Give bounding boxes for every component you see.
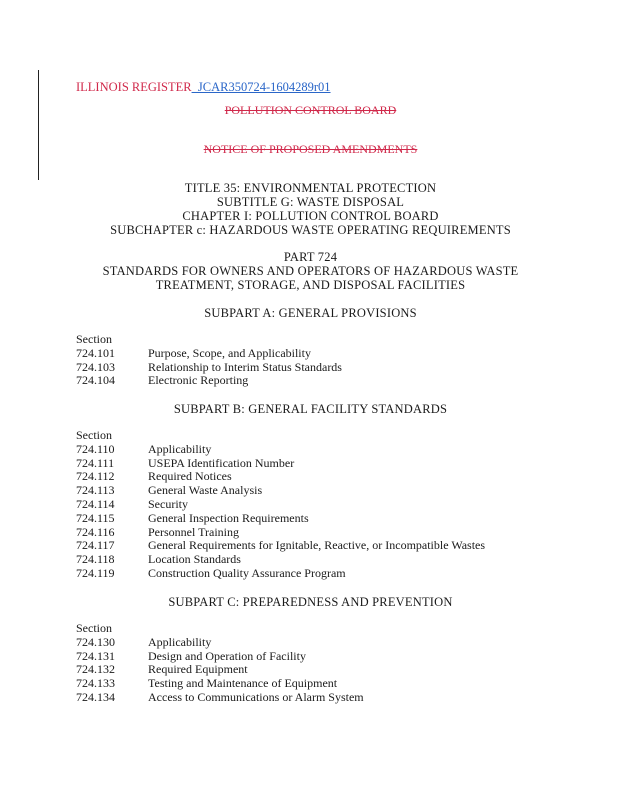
toc-row[interactable]	[76, 526, 485, 540]
section-title: USEPA Identification Number	[148, 455, 295, 470]
section-title: Required Notices	[148, 469, 232, 484]
section-title: General Inspection Requirements	[148, 510, 309, 525]
section-title: General Waste Analysis	[148, 483, 263, 498]
toc-row[interactable]	[76, 374, 342, 388]
change-bar	[38, 70, 39, 180]
section-title: Purpose, Scope, and Applicability	[148, 345, 311, 360]
section-label: Section	[76, 621, 112, 635]
toc-row[interactable]	[76, 539, 485, 553]
toc-row[interactable]	[76, 512, 485, 526]
part-number: PART 724	[283, 250, 338, 264]
toc-row[interactable]	[76, 553, 485, 567]
section-title: Design and Operation of Facility	[148, 648, 306, 663]
section-label: Section	[76, 332, 112, 346]
part-heading-line1: STANDARDS FOR OWNERS AND OPERATORS OF HAZARDOUS WASTE	[102, 264, 519, 278]
subtitle-line: SUBTITLE G: WASTE DISPOSAL	[216, 195, 405, 209]
section-number: 724.132	[76, 662, 115, 677]
subpart-a-toc	[76, 333, 342, 388]
toc-row[interactable]	[76, 636, 364, 650]
toc-row[interactable]	[76, 443, 485, 457]
section-title: Location Standards	[148, 552, 241, 567]
section-number: 724.130	[76, 634, 115, 649]
toc-row[interactable]	[76, 347, 342, 361]
section-number: 724.112	[76, 469, 115, 484]
subpart-c-title: SUBPART C: PREPAREDNESS AND PREVENTION	[168, 595, 453, 609]
section-title: Applicability	[148, 634, 212, 649]
toc-row[interactable]	[76, 361, 342, 375]
toc-row[interactable]	[76, 484, 485, 498]
toc-row[interactable]	[76, 663, 364, 677]
toc-row[interactable]	[76, 650, 364, 664]
register-header	[76, 80, 331, 95]
subchapter-line: SUBCHAPTER c: HAZARDOUS WASTE OPERATING REQUIREMENTS	[110, 223, 511, 237]
section-number: 724.113	[76, 483, 115, 498]
section-label: Section	[76, 428, 112, 442]
section-number: 724.133	[76, 676, 115, 691]
section-title: Electronic Reporting	[148, 373, 249, 388]
section-title: Testing and Maintenance of Equipment	[148, 676, 338, 691]
section-number: 724.131	[76, 648, 115, 663]
subpart-b-title: SUBPART B: GENERAL FACILITY STANDARDS	[173, 402, 448, 416]
toc-row[interactable]	[76, 677, 364, 691]
section-number: 724.115	[76, 510, 115, 525]
toc-row[interactable]	[76, 498, 485, 512]
section-number: 724.103	[76, 359, 115, 374]
section-title: Required Equipment	[148, 662, 248, 677]
jcar-link[interactable]: _JCAR350724-1604289r01	[191, 80, 331, 94]
toc-row[interactable]	[76, 567, 485, 581]
section-number: 724.101	[76, 345, 115, 360]
section-number: 724.116	[76, 524, 115, 539]
notice-struck: NOTICE OF PROPOSED AMENDMENTS	[203, 142, 418, 156]
section-title: Applicability	[148, 441, 212, 456]
section-number: 724.119	[76, 565, 115, 580]
title-line: TITLE 35: ENVIRONMENTAL PROTECTION	[184, 181, 437, 195]
subpart-c-toc	[76, 622, 364, 705]
section-number: 724.134	[76, 689, 115, 704]
part-heading-line2: TREATMENT, STORAGE, AND DISPOSAL FACILITIES	[155, 278, 466, 292]
section-number: 724.118	[76, 552, 115, 567]
section-title: Access to Communications or Alarm System	[148, 689, 364, 704]
section-title: Relationship to Interim Status Standards	[148, 359, 342, 374]
subpart-b-toc	[76, 429, 485, 581]
section-title: Security	[148, 496, 188, 511]
section-title: Construction Quality Assurance Program	[148, 565, 346, 580]
section-number: 724.114	[76, 496, 115, 511]
section-title: General Requirements for Ignitable, Reactive, or Incompatible Wastes	[148, 538, 486, 553]
section-title: Personnel Training	[148, 524, 240, 539]
subpart-a-title: SUBPART A: GENERAL PROVISIONS	[204, 306, 417, 320]
section-number: 724.104	[76, 373, 115, 388]
toc-row[interactable]	[76, 691, 364, 705]
section-number: 724.117	[76, 538, 115, 553]
chapter-line: CHAPTER I: POLLUTION CONTROL BOARD	[182, 209, 439, 223]
toc-row[interactable]	[76, 457, 485, 471]
section-number: 724.111	[76, 455, 115, 470]
toc-row[interactable]	[76, 470, 485, 484]
section-number: 724.110	[76, 441, 115, 456]
board-name-struck: POLLUTION CONTROL BOARD	[224, 103, 397, 117]
register-name: ILLINOIS REGISTER	[76, 80, 192, 94]
